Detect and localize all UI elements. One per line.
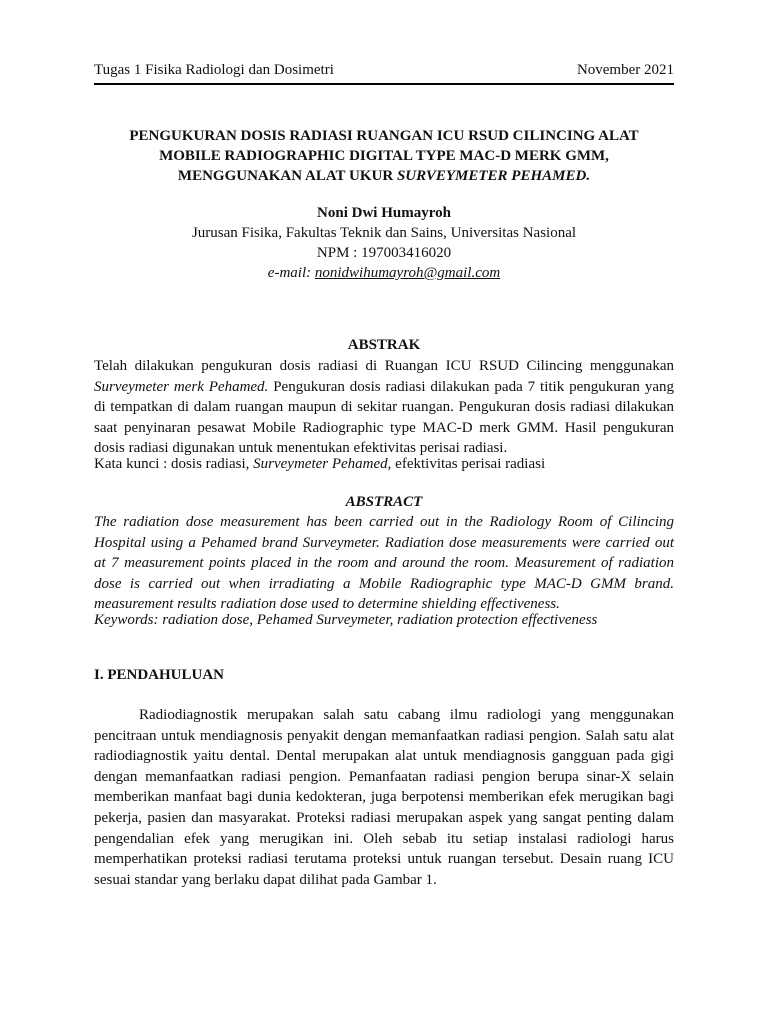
title-line-1: PENGUKURAN DOSIS RADIASI RUANGAN ICU RSUD CILINCING ALAT (129, 128, 639, 144)
author-npm: NPM : 197003416020 (316, 245, 452, 261)
title-line-3 (94, 166, 674, 186)
abstract-text: The radiation dose measurement has been carried out in the Radiology Room of Cilincing Hospital using a Pehamed brand Surveymeter. Radiation dose measurements were carried out at 7 measurement points placed in the room and around the room. Measurement of radiation dose is carried out when irradiating a Mobile Radiographic type MAC-D GMM brand. measurement results radiation dose used to determine shielding effectiveness. (94, 514, 674, 613)
title-line-3-italic: SURVEYMETER PEHAMED. (396, 168, 591, 184)
email-link[interactable]: nonidwihumayroh@gmail.com (314, 265, 501, 281)
author-block (94, 203, 674, 283)
kw-italic: Surveymeter Pehamed (253, 456, 388, 472)
pendahuluan-paragraph: Radiodiagnostik merupakan salah satu cabang ilmu radiologi yang menggunakan pencitraan untuk mendiagnosis penyakit dengan memanfaatkan radiasi pengion. Salah satu alat radiodiagnostik yaitu dental. Dental merupakan alat untuk mendiagnosis gangguan pada gigi dengan memanfaatkan radiasi pengion. Pemanfaatan radiasi pengion berupa sinar-X selain memberikan manfaat bagi dunia kedokteran, juga berpotensi memberikan efek merugikan bagi pekerja, pasien dan masyarakat. Proteksi radiasi merupakan aspek yang sangat penting dalam pengendalian efek yang merugikan ini. Oleh sebab itu setiap instalasi radiologi harus memperhatikan proteksi radiasi terutama proteksi untuk ruangan tersebut. Desain ruang ICU sesuai standar yang berlaku dapat dilihat pada Gambar 1. (94, 707, 674, 888)
abstrak-text-b: Pengukuran dosis radiasi dilakukan pada 7 titik pengukuran yang di tempatkan di dalam ruangan maupun di sekitar ruangan. Pengukuran dosis radiasi dilakukan saat penyinaran pesawat Mobile Radiographic type MAC-D merk GMM. Hasil pengukuran dosis radiasi digunakan untuk menentukan efektivitas perisai radiasi. (94, 378, 674, 457)
section-heading-pendahuluan: I. PENDAHULUAN (94, 667, 225, 683)
kw-prefix: Kata kunci : dosis radiasi, (94, 456, 254, 472)
title-line-3-text: MENGGUNAKAN ALAT UKUR (177, 168, 397, 184)
header-rule (94, 83, 674, 85)
abstract-heading: ABSTRACT (345, 494, 423, 510)
email-label: e-mail: (267, 265, 315, 281)
author-affiliation: Jurusan Fisika, Fakultas Teknik dan Sains, Universitas Nasional (191, 225, 577, 241)
kw-suffix: , efektivitas perisai radiasi (387, 456, 546, 472)
author-name: Noni Dwi Humayroh (317, 205, 451, 221)
header-date: November 2021 (576, 62, 674, 78)
abstrak-text-italic: Surveymeter merk Pehamed. (94, 378, 269, 395)
abstrak-text-a: Telah dilakukan pengukuran dosis radiasi di Ruangan ICU RSUD Cilincing menggunakan (94, 358, 674, 374)
header-course-title: Tugas 1 Fisika Radiologi dan Dosimetri (94, 62, 334, 78)
paper-title (94, 126, 674, 186)
abstrak-heading: ABSTRAK (347, 337, 421, 353)
abstrak-keywords (94, 454, 674, 475)
author-email-line (94, 263, 674, 283)
abstrak-text (94, 356, 674, 459)
abstract-keywords: Keywords: radiation dose, Pehamed Surveymeter, radiation protection effectiveness (94, 612, 598, 628)
title-line-2: MOBILE RADIOGRAPHIC DIGITAL TYPE MAC-D MERK GMM, (159, 148, 609, 164)
running-header (94, 60, 674, 80)
